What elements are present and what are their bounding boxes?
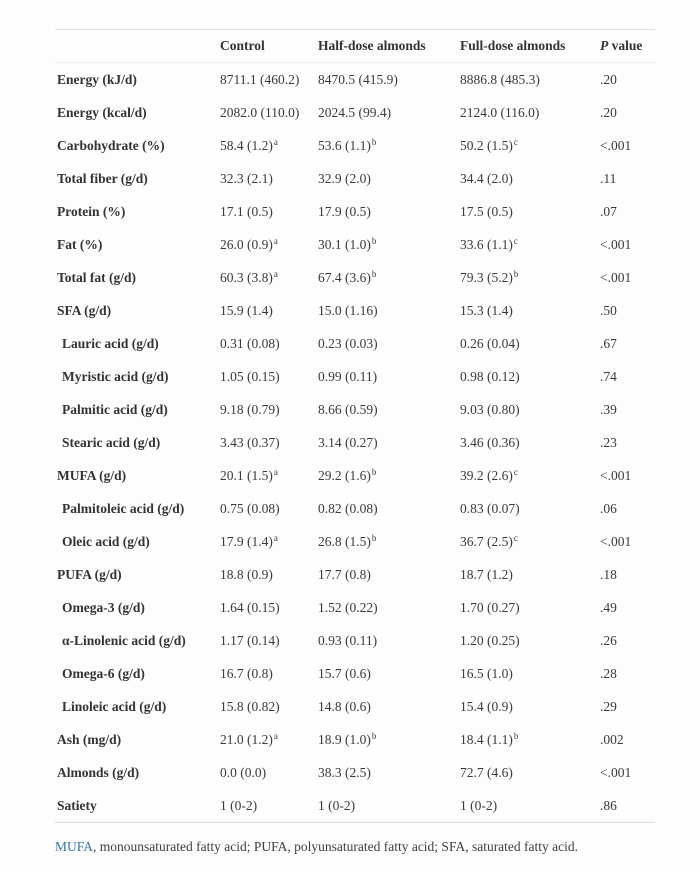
cell-half-dose: 0.23 (0.03) (318, 335, 378, 351)
table-row (55, 789, 655, 822)
header-control: Control (220, 38, 265, 53)
cell-p-value: .39 (600, 401, 617, 417)
cell-control: 16.7 (0.8) (220, 665, 273, 681)
cell-full-dose: 17.5 (0.5) (460, 203, 513, 219)
cell-full-dose: 33.6 $(1.1)^c$ (460, 235, 518, 252)
cell-full-dose: 3.46 (0.36) (460, 434, 520, 450)
row-label: Almonds (g/d) (57, 764, 140, 780)
cell-half-dose: 2024.5 (99.4) (318, 104, 392, 120)
cell-p-value: .07 (600, 203, 617, 219)
cell-half-dose: 29.2 $(1.6)^b$ (318, 466, 377, 483)
cell-p-value: .49 (600, 599, 617, 615)
row-label: Energy (kcal/d) (57, 104, 147, 120)
cell-full-dose: 79.3 $(5.2)^b$ (460, 268, 519, 285)
p-value-rest: value (608, 38, 643, 53)
table-row (55, 657, 655, 690)
cell-half-dose: 1.52 (0.22) (318, 599, 378, 615)
row-label: Omega-3 (g/d) (62, 599, 145, 615)
cell-p-value: <.001 (600, 269, 632, 285)
cell-half-dose: 26.8 $(1.5)^b$ (318, 532, 377, 549)
table-row (55, 294, 655, 327)
cell-full-dose: 72.7 (4.6) (460, 764, 513, 780)
row-label: Myristic acid (g/d) (62, 368, 169, 384)
cell-full-dose: 0.98 (0.12) (460, 368, 520, 384)
cell-p-value: .50 (600, 302, 617, 318)
cell-full-dose: 2124.0 (116.0) (460, 104, 540, 120)
cell-control: 0.31 (0.08) (220, 335, 280, 351)
cell-control: 0.0 (0.0) (220, 764, 267, 780)
cell-control: 17.1 (0.5) (220, 203, 273, 219)
row-label: α-Linolenic acid (g/d) (62, 632, 186, 648)
cell-p-value: .11 (600, 170, 617, 186)
cell-control: 17.9 $(1.4)^a$ (220, 532, 278, 549)
row-label: SFA (g/d) (57, 302, 112, 318)
cell-half-dose: 0.82 (0.08) (318, 500, 378, 516)
cell-p-value: .28 (600, 665, 617, 681)
cell-half-dose: 30.1 $(1.0)^b$ (318, 235, 377, 252)
cell-half-dose: 14.8 (0.6) (318, 698, 371, 714)
p-value-italic-p: P (600, 38, 609, 53)
row-label: Palmitic acid (g/d) (62, 401, 168, 417)
row-label: Lauric acid (g/d) (62, 335, 159, 351)
cell-half-dose: 3.14 (0.27) (318, 434, 378, 450)
cell-p-value: .20 (600, 71, 617, 87)
cell-half-dose: 8470.5 (415.9) (318, 71, 398, 87)
cell-control: 3.43 (0.37) (220, 434, 280, 450)
cell-full-dose: 0.26 (0.04) (460, 335, 520, 351)
cell-half-dose: 17.7 (0.8) (318, 566, 371, 582)
cell-control: 1.64 (0.15) (220, 599, 280, 615)
cell-half-dose: 15.7 (0.6) (318, 665, 371, 681)
table-row (55, 723, 655, 756)
cell-control: 0.75 (0.08) (220, 500, 280, 516)
cell-control: 9.18 (0.79) (220, 401, 280, 417)
row-label: Total fat (g/d) (57, 269, 137, 285)
cell-full-dose: 1 (0-2) (460, 797, 498, 813)
table-row (55, 690, 655, 723)
cell-p-value: <.001 (600, 764, 632, 780)
cell-half-dose: 0.99 (0.11) (318, 368, 378, 384)
cell-full-dose: 1.20 (0.25) (460, 632, 520, 648)
cell-full-dose: 9.03 (0.80) (460, 401, 520, 417)
table-row (55, 591, 655, 624)
cell-full-dose: 8886.8 (485.3) (460, 71, 540, 87)
cell-full-dose: 18.4 $(1.1)^b$ (460, 730, 519, 747)
row-label: Ash (mg/d) (57, 731, 122, 747)
cell-control: 1.05 (0.15) (220, 368, 280, 384)
table-row (55, 393, 655, 426)
cell-full-dose: 0.83 (0.07) (460, 500, 520, 516)
cell-half-dose: 18.9 $(1.0)^b$ (318, 730, 377, 747)
cell-full-dose: 50.2 $(1.5)^c$ (460, 136, 518, 153)
cell-p-value: .06 (600, 500, 617, 516)
table-row (55, 525, 655, 558)
cell-control: 15.8 (0.82) (220, 698, 280, 714)
cell-half-dose: 53.6 $(1.1)^b$ (318, 136, 377, 153)
table-row (55, 162, 655, 195)
row-label: Energy (kJ/d) (57, 71, 137, 87)
row-label: Oleic acid (g/d) (62, 533, 150, 549)
cell-control: 1.17 (0.14) (220, 632, 280, 648)
cell-full-dose: 15.3 (1.4) (460, 302, 513, 318)
row-label: Fat (%) (57, 236, 103, 252)
table-row (55, 624, 655, 657)
row-label: Stearic acid (g/d) (62, 434, 161, 450)
row-label: Carbohydrate (%) (57, 137, 165, 153)
cell-p-value: <.001 (600, 467, 632, 483)
table-row (55, 360, 655, 393)
row-label: Linoleic acid (g/d) (62, 698, 167, 714)
table-row (55, 261, 655, 294)
table-row (55, 558, 655, 591)
cell-p-value: <.001 (600, 533, 632, 549)
footnote-text: , monounsaturated fatty acid; PUFA, polyunsaturated fatty acid; SFA, saturated fatty acid. (93, 839, 579, 854)
cell-p-value: .29 (600, 698, 617, 714)
cell-half-dose: 1 (0-2) (318, 797, 356, 813)
row-label: MUFA (g/d) (57, 467, 127, 483)
cell-full-dose: 1.70 (0.27) (460, 599, 520, 615)
cell-half-dose: 38.3 (2.5) (318, 764, 371, 780)
row-label: Protein (%) (57, 203, 126, 219)
row-label: PUFA (g/d) (57, 566, 122, 582)
cell-full-dose: 39.2 $(2.6)^c$ (460, 466, 518, 483)
cell-half-dose: 8.66 (0.59) (318, 401, 378, 417)
header-full-dose-almonds: Full-dose almonds (460, 38, 566, 53)
row-label: Palmitoleic acid (g/d) (62, 500, 185, 516)
table-row (55, 492, 655, 525)
header-p-value (600, 38, 655, 54)
table-row (55, 129, 655, 162)
cell-p-value: .26 (600, 632, 617, 648)
cell-full-dose: 34.4 (2.0) (460, 170, 513, 186)
cell-half-dose: 32.9 (2.0) (318, 170, 371, 186)
cell-control: 60.3 $(3.8)^a$ (220, 268, 278, 285)
cell-p-value: .67 (600, 335, 617, 351)
table-row (55, 195, 655, 228)
cell-control: 18.8 (0.9) (220, 566, 273, 582)
cell-control: 21.0 $(1.2)^a$ (220, 730, 278, 747)
cell-half-dose: 0.93 (0.11) (318, 632, 378, 648)
table-row (55, 756, 655, 789)
cell-control: 2082.0 (110.0) (220, 104, 300, 120)
cell-control: 15.9 (1.4) (220, 302, 273, 318)
row-label: Omega-6 (g/d) (62, 665, 145, 681)
header-half-dose-almonds: Half-dose almonds (318, 38, 426, 53)
cell-p-value: .23 (600, 434, 617, 450)
cell-control: 8711.1 (460.2) (220, 71, 300, 87)
row-label: Satiety (57, 797, 97, 813)
cell-p-value: .20 (600, 104, 617, 120)
cell-control: 32.3 (2.1) (220, 170, 273, 186)
cell-full-dose: 36.7 $(2.5)^c$ (460, 532, 518, 549)
cell-full-dose: 18.7 (1.2) (460, 566, 513, 582)
mufa-abbreviation-link[interactable]: MUFA (55, 839, 94, 854)
cell-p-value: .74 (600, 368, 617, 384)
cell-half-dose: 67.4 $(3.6)^b$ (318, 268, 377, 285)
table-body (55, 63, 655, 823)
table-row (55, 327, 655, 360)
cell-p-value: <.001 (600, 236, 632, 252)
cell-control: 20.1 $(1.5)^a$ (220, 466, 278, 483)
table-row (55, 426, 655, 459)
nutrition-table (55, 29, 655, 823)
table-row (55, 96, 655, 129)
cell-control: 1 (0-2) (220, 797, 258, 813)
table-footnote (55, 839, 655, 855)
table-row (55, 228, 655, 261)
cell-p-value: .86 (600, 797, 617, 813)
cell-full-dose: 16.5 (1.0) (460, 665, 513, 681)
table-header-row (55, 30, 655, 63)
cell-half-dose: 17.9 (0.5) (318, 203, 371, 219)
cell-p-value: .18 (600, 566, 617, 582)
cell-full-dose: 15.4 (0.9) (460, 698, 513, 714)
row-label: Total fiber (g/d) (57, 170, 148, 186)
table-row (55, 63, 655, 96)
cell-p-value: <.001 (600, 137, 632, 153)
cell-p-value: .002 (600, 731, 624, 747)
cell-control: 58.4 $(1.2)^a$ (220, 136, 278, 153)
cell-control: 26.0 $(0.9)^a$ (220, 235, 278, 252)
table-row (55, 459, 655, 492)
cell-half-dose: 15.0 (1.16) (318, 302, 378, 318)
